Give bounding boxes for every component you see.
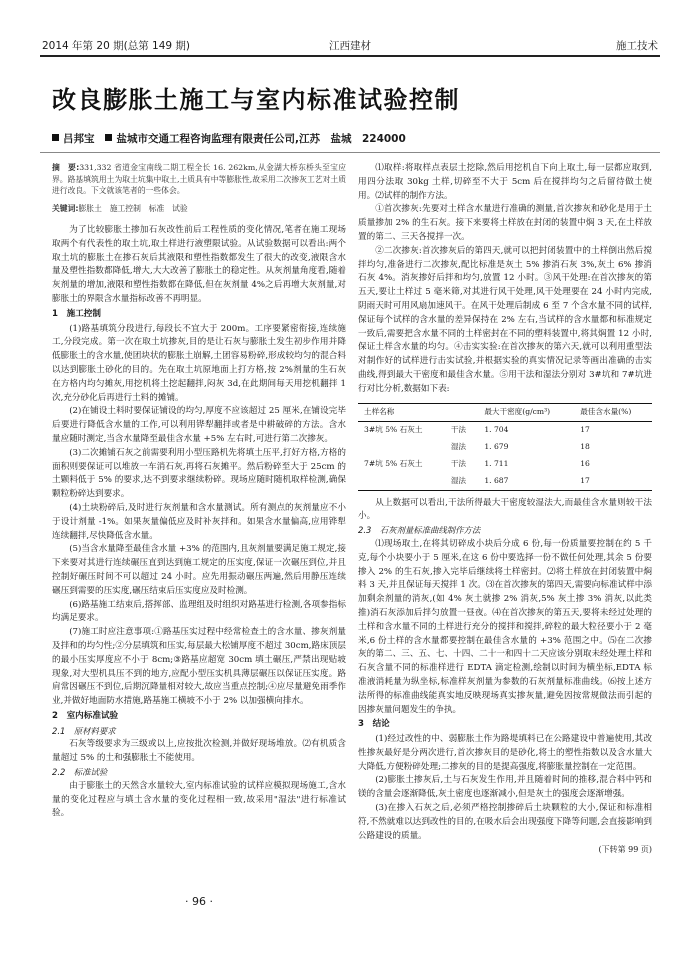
divider	[40, 152, 660, 153]
table-cell: 1. 704	[484, 425, 509, 435]
table-row	[358, 421, 652, 439]
left-column	[52, 162, 346, 821]
table-row	[358, 456, 652, 473]
paragraph: (3)在掺入石灰之后,必须严格控制掺碎后土块颗粒的大小,保证和标准相符,不然就难以达到改性的目的,在吸水后会出现强度下降等问题,会直接影响到公路建设的质量。	[358, 803, 652, 841]
table-cell: 1. 687	[478, 473, 574, 491]
table-cell: 18	[580, 442, 590, 452]
subsection-title: 2.3 石灰剂量标准曲线制作方法	[358, 525, 481, 536]
table-header-cell: 土样名称	[358, 403, 445, 421]
paragraph: (1)经过改性的中、弱膨胀土作为路堤填料已在公路建设中普遍使用,其改性掺灰最好是分两次进行,首次掺灰目的是砂化,将土的塑性指数以及含水量大大降低,方便粉碎处理;二掺灰的目的是提高强度,将膨胀量控制在一定范围。	[358, 734, 652, 772]
table-cell: 1. 711	[484, 459, 509, 469]
section-heading: 1 施工控制	[52, 308, 101, 319]
paragraph: ①首次掺灰:先要对土样含水量进行准确的测量,首次掺灰和砂化是用于土质量掺加 2% 的生石灰。接下来要将土样放在封闭的装置中焖 3 天,在土样放置的第二、三天各搅拌一次。	[358, 204, 652, 242]
continued-note: (下转第 99 页)	[598, 845, 652, 855]
table-header-cell: 最大干密度(g/cm³)	[478, 403, 574, 421]
page-number: · 96 ·	[185, 895, 213, 908]
abstract	[52, 162, 346, 197]
right-column	[358, 162, 652, 857]
data-table	[358, 403, 652, 491]
table-cell	[358, 473, 445, 491]
paragraph: (2)在铺设土料时要保证铺设的均匀,厚度不应该超过 25 厘米,在铺设完毕后要进行降低含水量的工作,可以利用铧犁翻拌或者是中耕破碎的方法。含水量应随时测定,当含水量降至最佳含水量 +5% 左右时,可进行第二次掺灰。	[52, 406, 346, 444]
table-header-cell	[445, 403, 479, 421]
abstract-text: 331,332 省道金宝南线二期工程全长 16. 262km,从金湖大桥东桥头至宝应界。路基填筑用土为取土坑集中取土,土质具有中等膨胀性,故采用二次掺灰工艺对土质进行改良。下文就该笔者的一些体会。	[52, 163, 346, 195]
paragraph: (7)施工时应注意事项:①路基压实过程中经常检查土的含水量、掺灰剂量及拌和的均匀性;②分层填筑和压实,每层最大松铺厚度不超过 30cm,路床顶层的最小压实厚度应不小于 8cm;③路基应超宽 30cm 填土碾压,严禁出现贴坡现象,对大型机具压不到的地方,应配小型压实机具薄层碾压以保证压实度。路肩常因碾压不到位,后期沉降量相对较大,故应当重点控制;④应尽量避免雨季作业,并做好地面防水措施,路基施工横坡不小于 2% 以加强横向排水。	[52, 627, 346, 707]
issue-info: 2014 年第 20 期(总第 149 期)	[42, 40, 191, 52]
table-cell: 1. 679	[484, 442, 509, 452]
subsection-title: 2.1 原材料要求	[52, 725, 116, 736]
subsection-heading	[52, 725, 346, 739]
table-header-cell: 最佳含水量(%)	[574, 403, 652, 421]
paragraph: 由于膨胀土的天然含水量较大,室内标准试验的试样应模拟现场施工,含水量的变化过程应与填土含水量的变化过程相一致,故采用"湿法"进行标准试验。	[52, 780, 346, 819]
paragraph: ⑴取样:将取样点表层土挖除,然后用挖机自下向上取土,每一层都应取到,用四分法取 30kg 土样,切碎至不大于 5cm 后在搅拌均匀之后留待做土使用。⑵试样的制作方法。	[358, 163, 652, 201]
keywords-label: 关键词:	[52, 203, 79, 213]
paragraph: ⑴现场取土,在将其切碎成小块后分成 6 份,每一份质量要控制在约 5 千克,每个小块要小于 5 厘米,在这 6 份中要选择一份不做任何处理,其余 5 份要掺入 2% 的生石灰,掺入完毕后继续将土样密封。⑵将土样放在封闭装置中焖料 3 天,并且保证每天搅拌 1 次。⑶在首次掺灰的第四天,需要向标准试样中添加剩余剂量的消灰,(如 4% 灰土就掺 2% 消灰,5% 灰土掺 3% 消灰,以此类推)消石灰添加后拌匀放置一昼夜。⑷在首次掺灰的第五天,要将未经过处理的土样和含水量不同的土样进行充分的搅拌和搅拌,碎粒的最大粒径要小于 2 毫米,6 份土样的含水量都要控制在最佳含水量的 +3% 范围之中。⑸在二次掺灰的第二、三、五、七、十四、二十一和四十二天应该分别取未经处理土样和石灰含量不同的标准样进行 EDTA 滴定检测,绘制以时间为横坐标,EDTA 标准液消耗量为纵坐标,标准样灰剂量为参数的石灰剂量标准曲线。⑹按上述方法所得的标准曲线能真实地反映现场真实掺灰量,避免因按常规做法而引起的因掺灰量问题发生的争执。	[358, 538, 652, 715]
section-name: 施工技术	[616, 40, 658, 52]
paragraph: ②二次掺灰:首次掺灰后的第四天,就可以把封闭装置中的土样倒出然后搅拌均匀,准备进行二次掺灰,配比标准是灰土 5% 掺消石灰 3%,灰土 6% 掺消石灰 4%。消灰掺好后拌和均匀,放置 12 小时。③风干处理:在首次掺灰的第五天,要让土样过 5 毫米筛,对其进行风干处理,风干处理要在 24 小时内完成,阴雨天时可用风扇加速风干。在风干处理后制成 6 至 7 个含水量不同的试样,保证每个试样的含水量的差异保持在 2% 左右,当试样的含水量都和标准规定一致后,需要把含水量不同的土样密封在不同的塑料装置中,将其焖置 12 小时,保证土样含水量的均匀。④击实实验:在首次掺灰的第六天,就可以利用重型法对制作好的试样进行击实试验,并根据实验的真实情况记录等画出准确的击实曲线,得到最大干密度和最佳含水量。⑤用干法和湿法分别对 3#坑和 7#坑进行对比分析,数据如下表:	[358, 245, 652, 394]
author-name: 吕邦宝	[63, 133, 95, 145]
table-cell: 17	[574, 473, 652, 491]
square-bullet-icon	[105, 134, 112, 141]
keywords-text: 膨胀土 施工控制 标准 试验	[78, 203, 188, 213]
subsection-title: 2.2 标准试验	[52, 767, 108, 778]
table-cell	[358, 439, 445, 456]
header-rule	[40, 55, 660, 57]
author-line	[52, 131, 406, 146]
table-cell: 16	[580, 459, 590, 469]
paragraph: 石灰等级要求为三级或以上,应按批次检测,并做好现场堆放。⑵有机质含量超过 5% 的土和强膨胀土不能使用。	[52, 739, 346, 764]
journal-name: 江西建材	[329, 40, 371, 52]
keywords	[52, 203, 346, 215]
table-header-row	[358, 403, 652, 421]
paragraph: (2)膨胀土掺灰后,土与石灰发生作用,并且随着时间的推移,混合料中钙和镁的含量会逐渐降低,灰土密度也逐渐减小,但是灰土的强度会逐渐增强。	[358, 775, 652, 800]
intro-paragraph: 为了比较膨胀土掺加石灰改性前后工程性质的变化情况,笔者在施工现场取两个有代表性的取土坑,取土样进行液塑限试验。从试验数据可以看出:两个取土坑的膨胀土在掺石灰后其液限和塑性指数都发生了很大的改变,液限含水量及塑性指数都降低,增大,大大改善了膨胀土的稳定性。从灰剂量角度看,随着灰剂量的增加,液限和塑性指数都在降低,但在灰剂量 4%之后再增大灰剂量,对膨胀土的界限含水量指标改善不再明显。	[52, 225, 346, 304]
running-header	[40, 36, 660, 54]
subsection-heading	[52, 766, 346, 780]
table-row	[358, 473, 652, 491]
square-bullet-icon	[52, 134, 59, 141]
paragraph: (4)土块粉碎后,及时进行灰剂量和含水量测试。所有测点的灰剂量应不小于设计剂量 -1%。如果灰量偏低应及时补灰拌和。如果含水量偏高,应用铧犁连续翻拌,尽快降低含水量。	[52, 502, 346, 541]
table-cell: 干法	[450, 425, 466, 435]
table-cell: 7#坑 5% 石灰土	[364, 459, 423, 469]
paragraph: (5)当含水量降至最佳含水量 +3% 的范围内,且灰剂量要满足施工规定,接下来要对其进行连续碾压直到达到施工规定的压实度,保证一次碾压到位,并且控制好碾压时间不可以超过 24 小时。应先用振动碾压两遍,然后用静压连续碾压到需要的压实度,碾压结束后压实度应及时检测。	[52, 544, 346, 596]
table-cell: 17	[580, 425, 590, 435]
paragraph: 从上数据可以看出,干法所得最大干密度较湿法大,而最佳含水量则较干法小。	[358, 497, 652, 522]
table-cell: 湿法	[450, 442, 466, 452]
subsection-heading	[358, 524, 652, 538]
paragraph: (3)二次摊铺石灰之前需要利用小型压路机先将填土压平,打好方格,方格的面积则要保证可以堆放一车消石灰,再将石灰摊平。然后粉碎至大于 25cm 的土颗料低于 5% 的要求,达不到要求继续粉碎。现场应随时随机取样检测,确保颗粒粉碎达到要求。	[52, 447, 346, 500]
table-cell: 湿法	[445, 473, 479, 491]
section-heading: 2 室内标准试验	[52, 710, 119, 721]
paragraph: (6)路基施工结束后,搭挥部、监理组及时组织对路基进行检测,各项参指标均满足要求。	[52, 599, 346, 624]
table-cell: 3#坑 5% 石灰土	[364, 425, 423, 435]
table-cell: 干法	[450, 459, 466, 469]
abstract-label: 摘 要:	[52, 163, 80, 172]
author-affiliation: 盐城市交通工程咨询监理有限责任公司,江苏 盐城 224000	[116, 133, 406, 145]
table-row	[358, 439, 652, 456]
paragraph: (1)路基填筑分段进行,每段长不宜大于 200m。工序要紧密衔接,连续施工,分段完成。第一次在取土坑掺灰,目的是让石灰与膨胀土发生初步作用并降低膨胀土的含水量,使团块状的膨胀土崩解,土团容易粉碎,形成较均匀的混合料以达到膨胀土砂化的目的。先在取土坑原地面上打方格,按 2%剂量的生石灰在方格内均匀摊灰,用挖机将土挖起翻拌,闷灰 3d,在此期间每天用挖机翻拌 1 次,充分砂化后再进行土料的摊铺。	[52, 323, 346, 403]
section-heading: 3 结论	[358, 719, 390, 730]
page-title: 改良膨胀土施工与室内标准试验控制	[52, 86, 460, 114]
